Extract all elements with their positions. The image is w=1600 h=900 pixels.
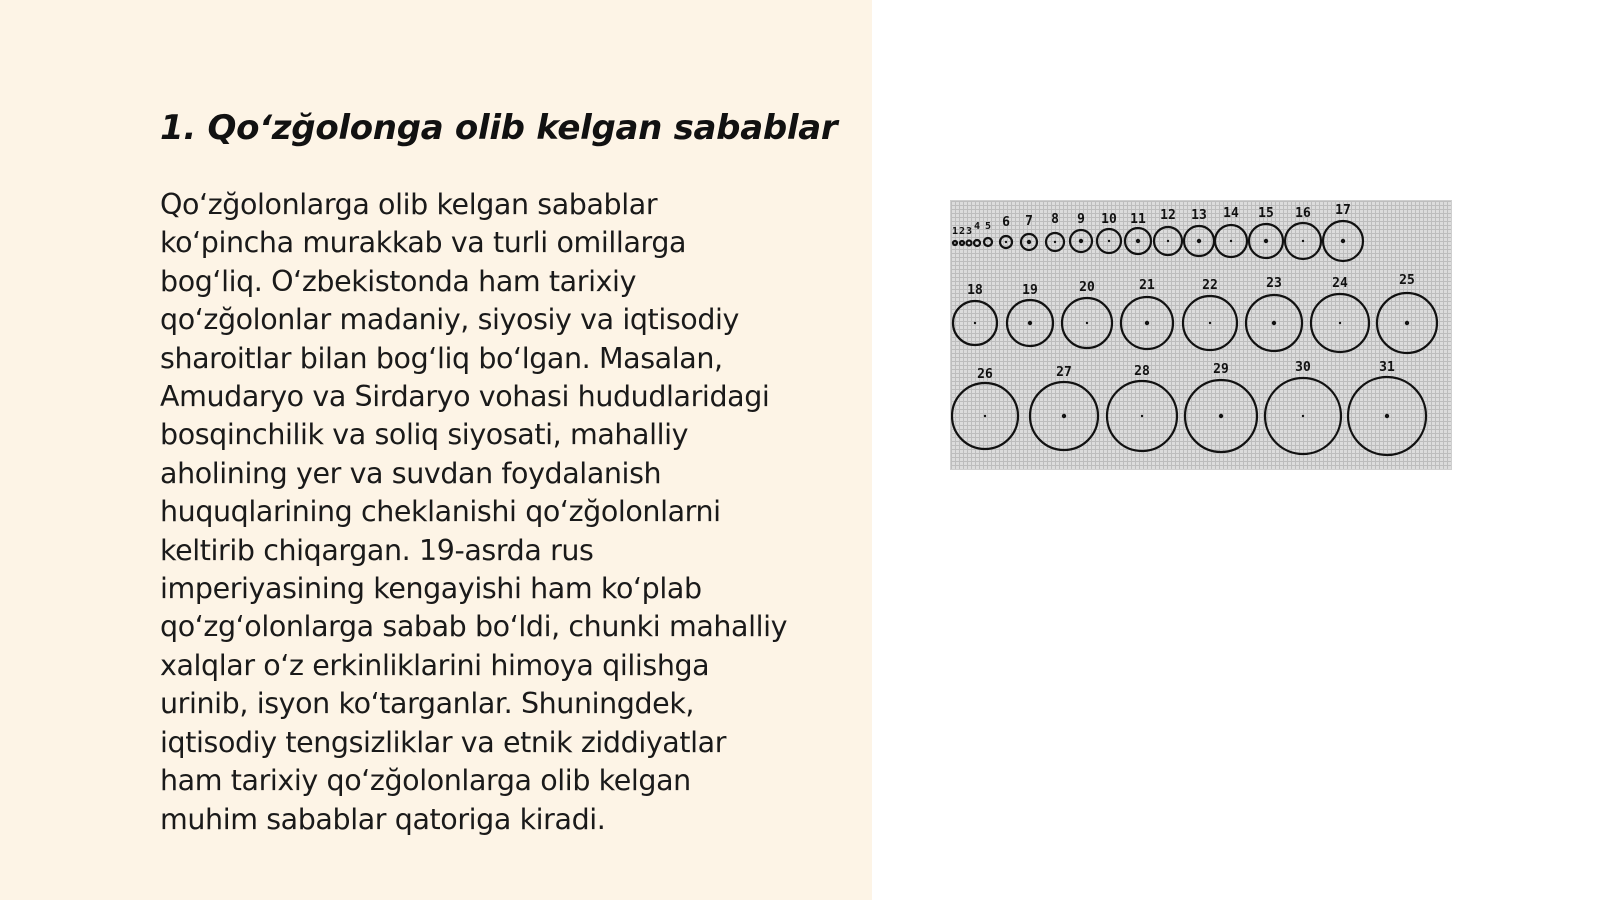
circle-2 xyxy=(960,241,964,245)
circles-diagram xyxy=(951,201,1451,469)
circle-center-28 xyxy=(1141,415,1143,417)
circle-label-27: 27 xyxy=(1056,365,1072,380)
circle-label-23: 23 xyxy=(1266,276,1282,291)
circle-label-22: 22 xyxy=(1202,278,1218,293)
circle-label-9: 9 xyxy=(1077,212,1085,227)
circle-center-30 xyxy=(1302,415,1304,417)
circle-4 xyxy=(974,240,980,246)
circle-center-15 xyxy=(1264,239,1268,243)
circle-label-4: 4 xyxy=(973,221,981,232)
circle-label-15: 15 xyxy=(1258,206,1274,221)
circle-label-13: 13 xyxy=(1191,208,1207,223)
circle-center-18 xyxy=(974,322,976,324)
circle-label-29: 29 xyxy=(1213,362,1229,377)
circle-label-21: 21 xyxy=(1139,278,1155,293)
circle-center-27 xyxy=(1062,414,1066,418)
circle-center-26 xyxy=(984,415,986,417)
circle-center-7 xyxy=(1027,240,1031,244)
circle-label-5: 5 xyxy=(984,221,992,232)
circle-label-19: 19 xyxy=(1022,283,1038,298)
circle-center-8 xyxy=(1054,241,1056,243)
circle-label-7: 7 xyxy=(1025,214,1033,229)
circle-center-21 xyxy=(1145,321,1149,325)
circle-label-31: 31 xyxy=(1379,360,1395,375)
circle-label-17: 17 xyxy=(1335,203,1351,218)
circle-label-8: 8 xyxy=(1051,212,1059,227)
circle-label-6: 6 xyxy=(1002,215,1010,230)
circle-label-30: 30 xyxy=(1295,360,1311,375)
circle-center-13 xyxy=(1197,239,1201,243)
circle-center-17 xyxy=(1341,239,1345,243)
pixel-circles-figure xyxy=(950,200,1452,470)
circle-5 xyxy=(984,238,992,246)
circle-center-31 xyxy=(1385,414,1389,418)
circle-center-23 xyxy=(1272,321,1276,325)
circle-label-3: 3 xyxy=(965,226,973,237)
circle-label-20: 20 xyxy=(1079,280,1095,295)
circle-center-25 xyxy=(1405,321,1409,325)
circle-center-20 xyxy=(1086,322,1088,324)
circle-label-26: 26 xyxy=(977,367,993,382)
circle-center-10 xyxy=(1108,240,1110,242)
circle-label-1: 1 xyxy=(951,226,959,237)
circle-center-29 xyxy=(1219,414,1223,418)
circle-3 xyxy=(967,241,972,246)
circle-label-11: 11 xyxy=(1130,212,1146,227)
slide-title: 1. Qo‘zğolonga olib kelgan sabablar xyxy=(160,108,838,148)
circle-center-11 xyxy=(1136,239,1140,243)
circle-center-9 xyxy=(1079,239,1083,243)
circle-label-25: 25 xyxy=(1399,273,1415,288)
circle-center-14 xyxy=(1230,240,1232,242)
circle-label-28: 28 xyxy=(1134,364,1150,379)
circle-label-24: 24 xyxy=(1332,276,1348,291)
circle-center-22 xyxy=(1209,322,1211,324)
circle-label-10: 10 xyxy=(1101,212,1117,227)
circle-label-2: 2 xyxy=(958,226,966,237)
circle-1 xyxy=(953,241,957,245)
circle-center-16 xyxy=(1302,240,1304,242)
circle-label-18: 18 xyxy=(967,283,983,298)
circle-center-6 xyxy=(1005,241,1007,243)
circle-center-24 xyxy=(1339,322,1341,324)
circle-label-14: 14 xyxy=(1223,206,1239,221)
circle-label-12: 12 xyxy=(1160,208,1176,223)
circle-center-19 xyxy=(1028,321,1032,325)
circle-label-16: 16 xyxy=(1295,206,1311,221)
circle-center-12 xyxy=(1167,240,1169,242)
slide-body-text: Qo‘zğolonlarga olib kelgan sabablar ko‘pincha murakkab va turli omillarga bog‘liq. O‘zbekistonda ham tarixiy qo‘zğolonlar madaniy, siyosiy va iqtisodiy sharoitlar bilan bog‘liq bo‘lgan. Masalan, Amudaryo va Sirdaryo vohasi hududlaridagi bosqinchilik va soliq siyosati, mahalliy aholining yer va suvdan foydalanish huquqlarining cheklanishi qo‘zğolonlarni keltirib chiqargan. 19-asrda rus imperiyasining kengayishi ham ko‘plab qo‘zg‘olonlarga sabab bo‘ldi, chunki mahalliy xalqlar o‘z erkinliklarini himoya qilishga urinib, isyon ko‘targanlar. Shuningdek, iqtisodiy tengsizliklar va etnik ziddiyatlar ham tarixiy qo‘zğolonlarga olib kelgan muhim sabablar qatoriga kiradi. xyxy=(160,188,788,836)
